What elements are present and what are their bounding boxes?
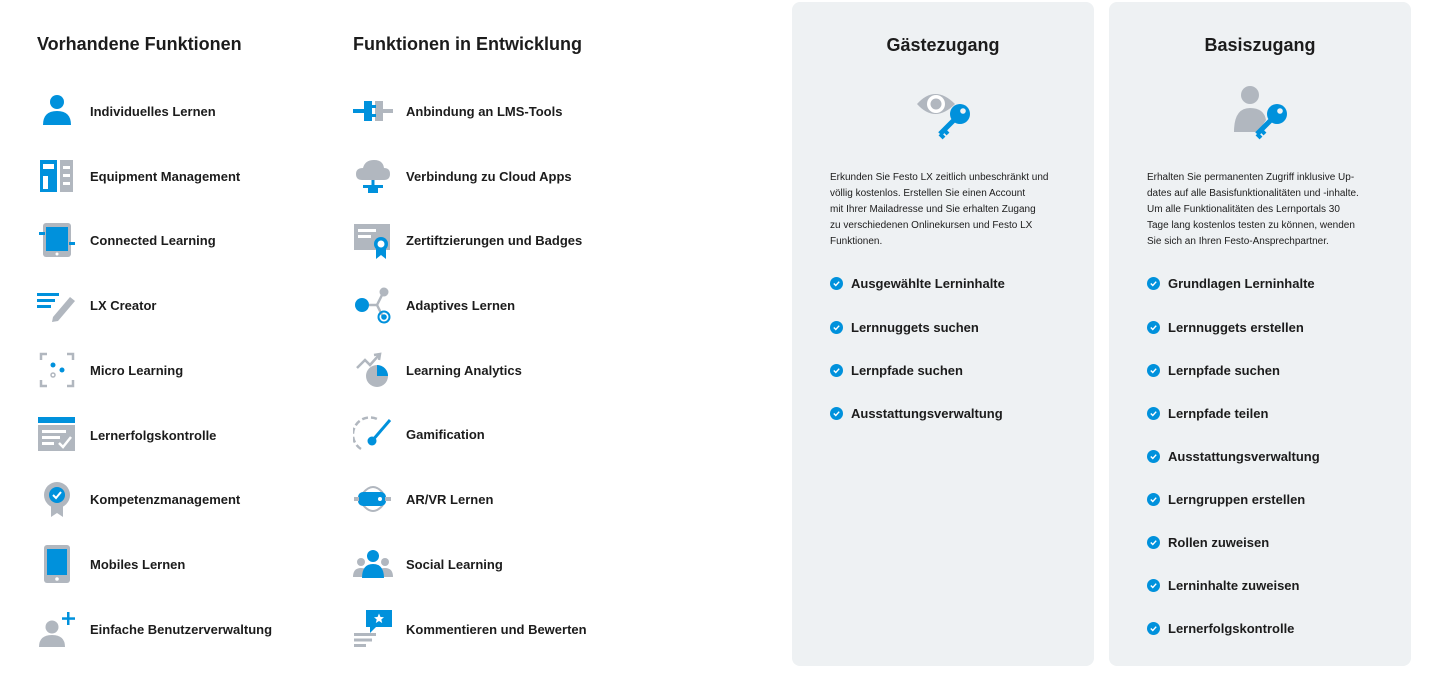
check-icon [830, 407, 843, 420]
check-icon [830, 277, 843, 290]
check-icon [1147, 536, 1160, 549]
basic-feature-item: Lernpfade teilen [1147, 406, 1268, 421]
feature-connected-learning: Connected Learning [37, 220, 216, 260]
guest-access-title: Gästezugang [886, 35, 1000, 55]
feature-comment-rate: Kommentieren und Bewerten [353, 609, 587, 649]
check-icon [1147, 493, 1160, 506]
available-functions-column [37, 0, 317, 683]
basic-access-title: Basiszugang [1204, 35, 1316, 55]
basic-feature-item: Rollen zuweisen [1147, 535, 1269, 550]
guest-feature-item: Lernpfade suchen [830, 363, 963, 378]
feature-learning-analytics: Learning Analytics [353, 350, 522, 390]
basic-feature-item: Lernerfolgskontrolle [1147, 621, 1294, 636]
feature-social-learning: Social Learning [353, 544, 503, 584]
plug-icon [353, 91, 393, 131]
feature-certificates: Zertiftzierungen und Badges [353, 220, 582, 260]
badge-icon [37, 479, 77, 519]
equipment-icon [37, 156, 77, 196]
guest-feature-item: Lernnuggets suchen [830, 320, 979, 335]
feature-equipment-management: Equipment Management [37, 156, 240, 196]
add-user-icon [37, 609, 77, 649]
check-icon [1147, 321, 1160, 334]
tablet-icon [37, 220, 77, 260]
basic-access-description: Erhalten Sie permanenten Zugriff inklusive Up- dates auf alle Basisfunktionalitäten und -inhalte. Um alle Funktionalitäten des Lernportals 30 Tage lang kostenlos testen zu können, wenden Sie sich an Ihren Festo-Ansprechpartner. [1147, 172, 1359, 247]
feature-ar-vr: AR/VR Lernen [353, 479, 493, 519]
eye-key-icon [913, 82, 977, 146]
feature-gamification: Gamification [353, 414, 485, 454]
check-icon [1147, 579, 1160, 592]
focus-icon [37, 350, 77, 390]
feature-lms-tools: Anbindung an LMS-Tools [353, 91, 562, 131]
checklist-icon [37, 415, 77, 455]
smartphone-icon [37, 544, 77, 584]
certificate-icon [353, 220, 393, 260]
user-key-icon [1230, 82, 1294, 146]
basic-feature-item: Lerngruppen erstellen [1147, 492, 1305, 507]
feature-mobile-learning: Mobiles Lernen [37, 544, 185, 584]
gauge-icon [353, 414, 393, 454]
basic-access-card [1109, 2, 1411, 666]
basic-feature-item: Ausstattungsverwaltung [1147, 449, 1320, 464]
available-functions-heading: Vorhandene Funktionen [37, 34, 242, 54]
check-icon [830, 364, 843, 377]
check-icon [1147, 450, 1160, 463]
nodes-icon [353, 285, 393, 325]
check-icon [1147, 407, 1160, 420]
basic-feature-item: Lerninhalte zuweisen [1147, 578, 1299, 593]
feature-cloud-apps: Verbindung zu Cloud Apps [353, 156, 572, 196]
development-functions-heading: Funktionen in Entwicklung [353, 34, 582, 54]
development-functions-column [353, 0, 673, 683]
vr-headset-icon [353, 479, 393, 519]
check-icon [830, 321, 843, 334]
analytics-icon [353, 350, 393, 390]
check-icon [1147, 277, 1160, 290]
guest-access-card [792, 2, 1094, 666]
feature-micro-learning: Micro Learning [37, 350, 183, 390]
check-icon [1147, 622, 1160, 635]
group-icon [353, 544, 393, 584]
guest-feature-item: Ausstattungsverwaltung [830, 406, 1003, 421]
basic-feature-item: Lernnuggets erstellen [1147, 320, 1304, 335]
feature-adaptive-learning: Adaptives Lernen [353, 285, 515, 325]
basic-feature-item: Grundlagen Lerninhalte [1147, 276, 1315, 291]
person-icon [37, 91, 77, 131]
basic-feature-item: Lernpfade suchen [1147, 363, 1280, 378]
comment-icon [353, 609, 393, 649]
feature-lx-creator: LX Creator [37, 285, 156, 325]
check-icon [1147, 364, 1160, 377]
feature-individual-learning: Individuelles Lernen [37, 91, 216, 131]
guest-feature-item: Ausgewählte Lerninhalte [830, 276, 1005, 291]
feature-user-management: Einfache Benutzerverwaltung [37, 609, 272, 649]
feature-lernerfolgskontrolle: Lernerfolgskontrolle [37, 415, 216, 455]
pencil-icon [37, 285, 77, 325]
feature-kompetenzmanagement: Kompetenzmanagement [37, 479, 240, 519]
cloud-icon [353, 156, 393, 196]
guest-access-description: Erkunden Sie Festo LX zeitlich unbeschränkt und völlig kostenlos. Erstellen Sie einen Account mit Ihrer Mailadresse und Sie erhalten Zugang zu verschiedenen Onlinekursen und Festo LX Funktionen. [830, 172, 1049, 247]
